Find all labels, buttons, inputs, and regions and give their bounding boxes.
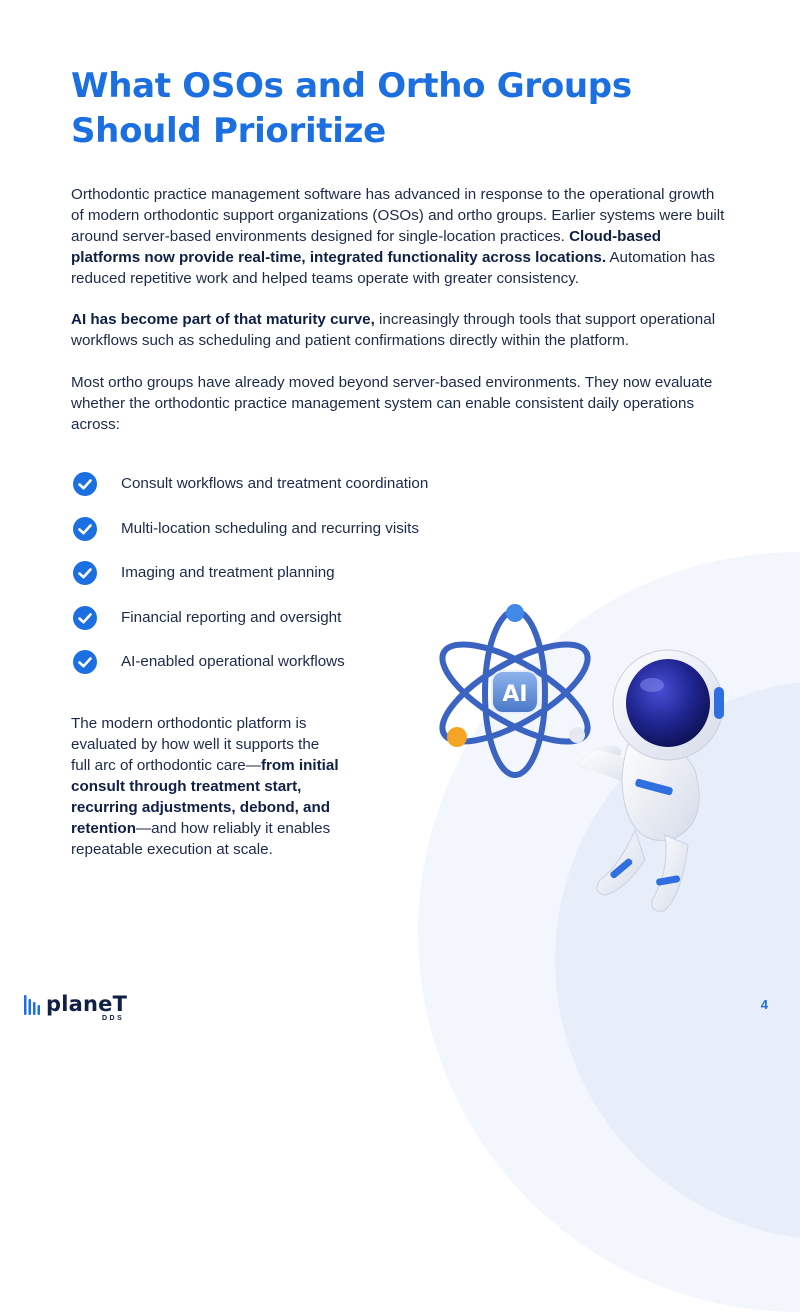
ai-badge-text: AI [502, 682, 528, 707]
checklist-item [73, 515, 428, 560]
checkmark-icon [73, 472, 97, 496]
logo-wordmark: planeT [46, 992, 128, 1016]
intro-paragraph-2-bold: AI has become part of that maturity curve, [71, 311, 375, 328]
checklist-item-label: Multi-location scheduling and recurring visits [121, 519, 419, 537]
closing-bold: from initial consult through treatment start, recurring adjustments, debond, and retention [71, 757, 339, 837]
checkmark-icon [73, 517, 97, 541]
checkmark-icon [73, 606, 97, 630]
checklist-item [73, 604, 428, 649]
checkmark-icon [73, 650, 97, 674]
logo-bars-icon [24, 993, 40, 1015]
checklist-item-label: Financial reporting and oversight [121, 608, 342, 626]
page-number: 4 [760, 997, 768, 1012]
intro-paragraph-3: Most ortho groups have already moved beyond server-based environments. They now evaluate whether the orthodontic practice management system can enable consistent daily operations across: [71, 374, 713, 433]
checklist-item-label: Consult workflows and treatment coordination [121, 475, 429, 492]
intro-paragraph-1-text-a: Orthodontic practice management software has advanced in response to the operational growth of modern orthodontic support organizations (OSOs) and ortho groups. Earlier systems were built around server-based environments designed for single-location practices. [71, 186, 725, 245]
checklist-item-label: AI-enabled operational workflows [121, 653, 345, 670]
checklist-item [73, 470, 428, 515]
intro-paragraph-1 [71, 184, 731, 289]
checklist-item [73, 559, 428, 604]
planet-dds-logo [24, 992, 128, 1022]
page-title: What OSOs and Ortho Groups Should Prioritize [71, 66, 632, 151]
closing-text-c: —and how reliably it enables repeatable execution at scale. [71, 820, 331, 858]
logo-subtitle: DDS [102, 1015, 125, 1022]
atom-icon [430, 604, 601, 775]
priority-checklist [73, 470, 428, 693]
checklist-item-label: Imaging and treatment planning [121, 564, 335, 581]
intro-paragraph-2 [71, 309, 731, 351]
astronaut-ai-illustration [430, 595, 750, 925]
checkmark-icon [73, 561, 97, 585]
checklist-item [73, 648, 428, 693]
intro-paragraph-1-text-c: Automation has reduced repetitive work and helped teams operate with greater consistency. [71, 249, 715, 287]
intro-paragraph-1-bold: Cloud-based platforms now provide real-time, integrated functionality across locations. [71, 228, 662, 266]
astronaut-icon [572, 650, 724, 911]
closing-paragraph [71, 713, 341, 860]
closing-text-a: The modern orthodontic platform is evaluated by how well it supports the full arc of orthodontic care— [71, 715, 320, 774]
intro-paragraph-2-text: increasingly through tools that support operational workflows such as scheduling and patient confirmations directly within the platform. [71, 311, 716, 349]
